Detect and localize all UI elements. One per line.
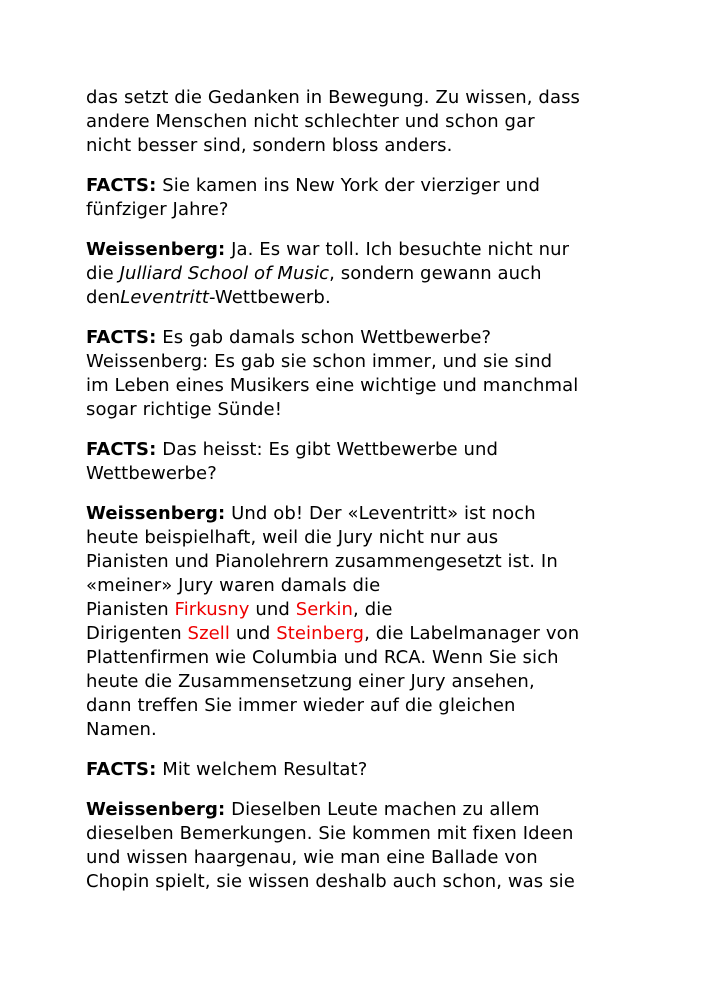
paragraph-intro [86,86,646,158]
text-line: Pianisten und Pianolehrern zusammengesetzt ist. In [86,551,558,572]
paragraph-facts-question-3 [86,438,646,486]
text-line [86,502,646,526]
text-span: -Wettbewerb. [209,287,331,308]
text-span: und [230,623,277,644]
speaker-label: Weissenberg: [86,799,226,820]
text-line [86,262,646,286]
text-line [86,238,646,262]
text-span: die [86,263,120,284]
text-line: heute die Zusammensetzung einer Jury ansehen, [86,671,535,692]
name-link-szell: Szell [187,623,230,644]
document-page [86,86,646,910]
text-line: Plattenfirmen wie Columbia und RCA. Wenn Sie sich [86,647,559,668]
text-line: und wissen haargenau, wie man eine Ballade von [86,847,538,868]
text-span: den [86,287,121,308]
paragraph-weissenberg-answer-1 [86,238,646,310]
speaker-label: FACTS: [86,439,157,460]
text-span: Mit welchem Resultat? [156,759,368,780]
text-line: heute beispielhaft, weil die Jury nicht nur aus [86,527,499,548]
text-line [86,622,646,646]
text-span: Pianisten [86,599,175,620]
text-line: dann treffen Sie immer wieder auf die gleichen [86,695,516,716]
italic-school-name: Julliard School of Music [119,263,330,284]
text-line: dieselben Bemerkungen. Sie kommen mit fixen Ideen [86,823,574,844]
text-span: , die Labelmanager von [364,623,580,644]
text-span: Das heisst: Es gibt Wettbewerbe und [156,439,499,460]
text-span: Es gab damals schon Wettbewerbe? [156,327,492,348]
text-line [86,174,646,198]
name-link-firkusny: Firkusny [174,599,250,620]
paragraph-facts-question-2 [86,326,646,422]
text-line: Chopin spielt, sie wissen deshalb auch schon, was sie [86,871,575,892]
paragraph-facts-question-4 [86,758,646,782]
speaker-label: Weissenberg: [86,239,226,260]
text-line: nicht besser sind, sondern bloss anders. [86,135,453,156]
text-span: , die [353,599,393,620]
name-link-steinberg: Steinberg [276,623,365,644]
name-link-serkin: Serkin [295,599,354,620]
text-line: fünfziger Jahre? [86,199,229,220]
text-line [86,598,646,622]
text-span: , sondern gewann auch [329,263,542,284]
text-line [86,438,646,462]
text-span: Dirigenten [86,623,188,644]
text-span: Und ob! Der «Leventritt» ist noch [225,503,536,524]
text-span: Ja. Es war toll. Ich besuchte nicht nur [225,239,570,260]
text-span: Sie kamen ins New York der vierziger und [156,175,541,196]
text-line: Weissenberg: Es gab sie schon immer, und sie sind [86,351,553,372]
speaker-label: Weissenberg: [86,503,226,524]
text-line [86,798,646,822]
paragraph-weissenberg-answer-3 [86,798,646,894]
speaker-label: FACTS: [86,175,157,196]
paragraph-facts-question-1 [86,174,646,222]
text-line: Namen. [86,719,157,740]
text-line [86,286,646,310]
text-span: Dieselben Leute machen zu allem [225,799,540,820]
text-line: Wettbewerbe? [86,463,217,484]
text-line: andere Menschen nicht schlechter und schon gar [86,111,535,132]
text-line [86,326,646,350]
text-line: das setzt die Gedanken in Bewegung. Zu wissen, dass [86,87,581,108]
speaker-label: FACTS: [86,759,157,780]
italic-competition-name: Leventritt [120,287,210,308]
text-line: «meiner» Jury waren damals die [86,575,381,596]
paragraph-weissenberg-answer-2 [86,502,646,742]
speaker-label: FACTS: [86,327,157,348]
text-line: im Leben eines Musikers eine wichtige und manchmal [86,375,579,396]
text-line: sogar richtige Sünde! [86,399,283,420]
text-span: und [249,599,296,620]
text-line [86,758,646,782]
